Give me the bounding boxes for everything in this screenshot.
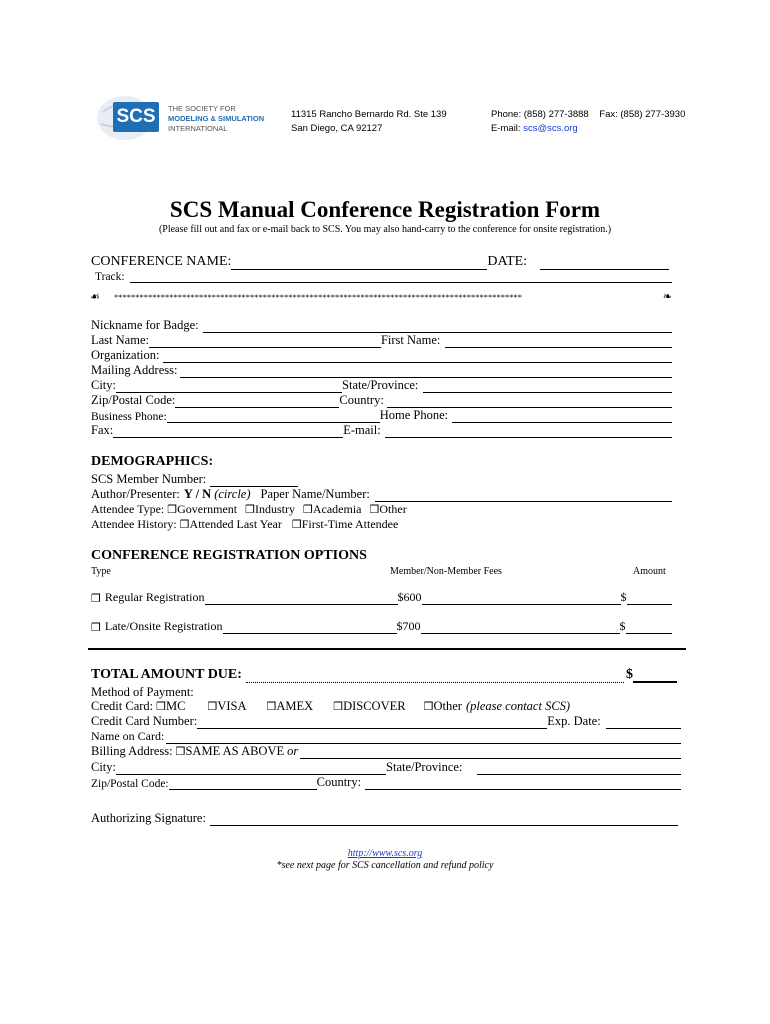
date-label: DATE: <box>487 254 528 269</box>
divider-right: ❧ <box>662 290 672 303</box>
first-name-label: First Name: <box>380 333 441 347</box>
checkbox-icon: ❒ <box>266 700 277 713</box>
history-label: Attendee History: <box>91 517 177 531</box>
org-line2: MODELING & SIMULATION <box>168 114 265 123</box>
conference-name-field[interactable] <box>231 258 487 270</box>
total-label: TOTAL AMOUNT DUE: <box>91 667 242 682</box>
first-name-field[interactable] <box>445 336 672 348</box>
conference-name-row <box>91 254 673 270</box>
home-phone-field[interactable] <box>452 411 672 423</box>
section-separator <box>88 648 686 650</box>
type-government[interactable]: ❒Government <box>167 502 238 516</box>
logo-mark <box>113 102 159 132</box>
divider <box>90 290 674 303</box>
checkbox-icon: ❒ <box>175 745 186 758</box>
option-late-label: Late/Onsite Registration <box>104 619 223 633</box>
option-late-amount-sign: $ <box>619 619 626 633</box>
logo-text: SCS <box>116 106 156 127</box>
card-number-field[interactable] <box>197 717 547 729</box>
billing-zip-field[interactable] <box>169 778 317 790</box>
business-phone-field[interactable] <box>167 411 380 423</box>
logo <box>95 96 280 146</box>
type-other[interactable]: ❒Other <box>369 502 407 516</box>
checkbox-icon: ❒ <box>156 700 167 713</box>
billing-country-label: Country: <box>316 775 362 789</box>
author-label: Author/Presenter: <box>91 487 180 501</box>
email-link[interactable]: scs@scs.org <box>523 123 578 134</box>
option-late-amount-field[interactable] <box>626 622 672 634</box>
city-row <box>91 378 673 393</box>
signature-field[interactable] <box>210 814 678 826</box>
member-number-row <box>91 472 673 487</box>
name-on-card-row <box>91 729 682 744</box>
organization-label: Organization: <box>91 348 160 362</box>
total-field[interactable] <box>633 670 677 683</box>
state-field[interactable] <box>423 381 672 393</box>
card-mc[interactable]: ❒MC <box>156 699 186 713</box>
billing-row <box>91 744 682 759</box>
phone-row <box>91 408 673 423</box>
organization-field[interactable] <box>163 351 673 363</box>
nickname-label: Nickname for Badge: <box>91 318 199 332</box>
city-field[interactable] <box>116 381 342 393</box>
nickname-row <box>91 318 673 333</box>
contact-info <box>491 108 685 136</box>
paper-label: Paper Name/Number: <box>260 487 370 501</box>
history-first-time[interactable]: ❒First-Time Attendee <box>291 517 399 531</box>
signature-label: Authorizing Signature: <box>91 811 206 825</box>
author-yn[interactable]: Y / N <box>183 487 212 501</box>
page-title: SCS Manual Conference Registration Form <box>169 197 601 222</box>
billing-zip-label: Zip/Postal Code: <box>91 778 169 790</box>
type-industry[interactable]: ❒Industry <box>245 502 295 516</box>
address <box>291 108 447 136</box>
mailing-row <box>91 363 673 378</box>
card-discover[interactable]: ❒DISCOVER <box>333 699 406 713</box>
billing-zip-row <box>91 775 682 790</box>
paper-field[interactable] <box>375 490 672 502</box>
total-row <box>91 667 677 683</box>
track-field[interactable] <box>130 271 672 283</box>
demographics-heading: DEMOGRAPHICS: <box>91 454 214 469</box>
exp-date-field[interactable] <box>606 717 681 729</box>
card-number-row <box>91 714 682 729</box>
last-name-label: Last Name: <box>91 333 149 347</box>
footer-note: *see next page for SCS cancellation and refund policy <box>276 860 494 871</box>
nickname-field[interactable] <box>203 321 672 333</box>
address-line1: 11315 Rancho Bernardo Rd. Ste 139 <box>291 109 447 120</box>
org-line3: INTERNATIONAL <box>168 124 228 133</box>
billing-country-field[interactable] <box>365 778 681 790</box>
credit-label: Credit Card: <box>91 699 154 713</box>
checkbox-icon: ❒ <box>207 700 218 713</box>
billing-state-field[interactable] <box>477 763 681 775</box>
exp-date-label: Exp. Date: <box>547 714 601 728</box>
option-regular-amount-field[interactable] <box>627 593 672 605</box>
author-row <box>91 487 673 502</box>
billing-state-label: State/Province: <box>386 760 463 774</box>
organization-row <box>91 348 673 363</box>
divider-stars: ************************************************************************************************ <box>114 292 522 302</box>
options-heading: CONFERENCE REGISTRATION OPTIONS <box>91 548 367 563</box>
card-other[interactable]: ❒Other <box>423 699 462 713</box>
checkbox-icon: ❒ <box>291 518 302 531</box>
conference-name-label: CONFERENCE NAME: <box>91 254 232 269</box>
col-fees: Member/Non-Member Fees <box>390 566 502 577</box>
zip-label: Zip/Postal Code: <box>91 393 176 407</box>
zip-field[interactable] <box>175 396 339 408</box>
option-regular-line2 <box>422 593 621 605</box>
fax-label: Fax: <box>91 423 114 437</box>
col-type: Type <box>91 566 111 577</box>
zip-row <box>91 393 673 408</box>
divider-left: ☙ <box>90 290 100 303</box>
fax: Fax: (858) 277-3930 <box>599 109 686 120</box>
country-label: Country: <box>339 393 384 407</box>
name-on-card-field[interactable] <box>166 732 681 744</box>
footer-url[interactable]: http://www.scs.org <box>347 848 423 859</box>
city-label: City: <box>91 378 117 392</box>
option-late[interactable] <box>91 619 673 634</box>
card-amex[interactable]: ❒AMEX <box>266 699 314 713</box>
last-name-field[interactable] <box>149 336 381 348</box>
state-label: State/Province: <box>342 378 419 392</box>
track-label: Track: <box>95 271 125 283</box>
country-field[interactable] <box>387 396 672 408</box>
phone: Phone: (858) 277-3888 <box>491 109 589 120</box>
card-visa[interactable]: ❒VISA <box>207 699 247 713</box>
option-regular-amount-sign: $ <box>620 590 627 604</box>
col-amount: Amount <box>633 566 666 577</box>
card-other-note: (please contact SCS) <box>465 699 571 713</box>
billing-label: Billing Address: <box>91 744 173 758</box>
or-text: or <box>287 744 299 758</box>
org-line1: THE SOCIETY FOR <box>168 104 236 113</box>
track-row <box>95 271 673 283</box>
checkbox-icon: ❒ <box>423 700 434 713</box>
method-label: Method of Payment: <box>91 685 194 699</box>
author-circle: (circle) <box>214 487 251 501</box>
option-late-line <box>223 622 397 634</box>
attendee-type-row <box>91 502 673 517</box>
fax-row <box>91 423 673 438</box>
history-attended-last-year[interactable]: ❒Attended Last Year <box>179 517 282 531</box>
attendee-type-label: Attendee Type: <box>91 502 165 516</box>
signature-row <box>91 811 679 826</box>
address-line2: San Diego, CA 92127 <box>291 123 383 134</box>
billing-city-field[interactable] <box>116 763 386 775</box>
option-regular-label: Regular Registration <box>104 590 205 604</box>
checkbox-icon: ❒ <box>179 518 190 531</box>
date-field[interactable] <box>540 258 669 270</box>
billing-city-row <box>91 760 682 775</box>
attendee-history-row <box>91 517 673 532</box>
email-label: E-mail: <box>491 123 524 134</box>
home-phone-label: Home Phone: <box>379 408 449 422</box>
mailing-field[interactable] <box>180 366 672 378</box>
billing-city-label: City: <box>91 760 117 774</box>
option-regular-fee: $600 <box>397 590 422 604</box>
checkbox-icon: ❒ <box>333 700 344 713</box>
email-field[interactable] <box>385 426 672 438</box>
member-number-field[interactable] <box>210 475 298 487</box>
email-label-field: E-mail: <box>343 423 381 437</box>
business-phone-label: Business Phone: <box>91 411 167 423</box>
same-as-above[interactable]: ❒SAME AS ABOVE <box>175 744 285 758</box>
billing-field[interactable] <box>300 747 681 759</box>
total-dollar: $ <box>626 667 633 682</box>
checkbox-icon: ❒ <box>302 503 313 516</box>
option-regular-line <box>205 593 398 605</box>
option-late-fee: $700 <box>396 619 421 633</box>
type-academia[interactable]: ❒Academia <box>302 502 362 516</box>
option-late-line2 <box>421 622 620 634</box>
fax-field[interactable] <box>113 426 343 438</box>
checkbox-icon: ❒ <box>91 592 101 605</box>
option-regular[interactable] <box>91 590 673 605</box>
checkbox-icon: ❒ <box>91 621 101 634</box>
name-on-card-label: Name on Card: <box>91 729 165 743</box>
checkbox-icon: ❒ <box>167 503 178 516</box>
page-subtitle: (Please fill out and fax or e-mail back to SCS. You may also hand-carry to the conference for onsite registration.) <box>158 224 612 235</box>
mailing-label: Mailing Address: <box>91 363 178 377</box>
card-number-label: Credit Card Number: <box>91 714 198 728</box>
total-dots <box>246 673 624 683</box>
member-number-label: SCS Member Number: <box>91 472 207 486</box>
credit-card-row <box>91 699 673 714</box>
name-row <box>91 333 673 348</box>
checkbox-icon: ❒ <box>369 503 380 516</box>
checkbox-icon: ❒ <box>245 503 255 516</box>
